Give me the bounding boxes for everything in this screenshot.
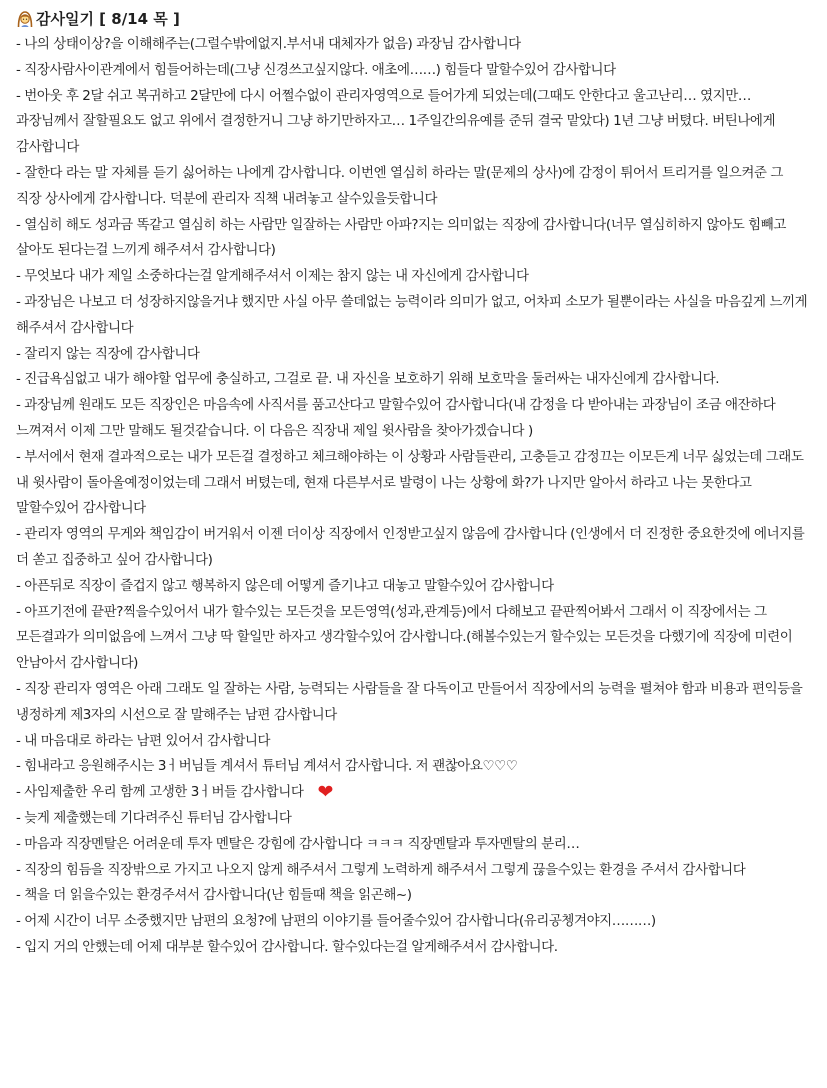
list-item: - 관리자 영역의 무게와 책임감이 버거워서 이젠 더이상 직장에서 인정받고싶지 않음에 감사합니다 (인생에서 더 진정한 중요한것에 에너지를 더 쏟고 집중하고 싶어 감사합니다) bbox=[16, 526, 805, 568]
list-item: - 부서에서 현재 결과적으로는 내가 모든걸 결정하고 체크해야하는 이 상황과 사람들관리, 고충듣고 감정끄는 이모든게 너무 싫었는데 그래도 내 윗사람이 돌아올예정이었는데 그래서 버텼는데, 현재 다른부서로 발령이 나는 상황에 화?가 나지만 알아서 하라고 나는 못한다고 말할수있어 감사합니다 bbox=[16, 448, 804, 517]
list-item: - 열심히 해도 성과금 똑같고 열심히 하는 사람만 일잘하는 사람만 아파?지는 의미없는 직장에 감사합니다(너무 열심히하지 않아도 힘빼고 살아도 된다는걸 느끼게 해주셔서 감사합니다) bbox=[16, 216, 786, 259]
list-item: - 마음과 직장멘탈은 어려운데 투자 멘탈은 강힘에 감사합니다 ㅋㅋㅋ 직장멘탈과 투자멘탈의 분리… bbox=[16, 835, 580, 852]
list-item: - 나의 상태이상?을 이해해주는(그럴수밖에없지.부서내 대체자가 없음) 과장님 감사합니다 bbox=[16, 36, 521, 52]
list-item: - 힘내라고 응원해주시는 3ㅓ버님들 계셔서 튜터님 계셔서 감사합니다. 저 괜찮아요♡♡♡ bbox=[16, 758, 518, 775]
list-item: - 번아웃 후 2달 쉬고 복귀하고 2달만에 다시 어쩔수없이 관리자영역으로 들어가게 되었는데(그때도 안한다고 울고난리… 였지만… 과장님께서 잘할필요도 없고 위에서 결정한거니 그냥 하기만하자고… 1주일간의유예를 준뒤 결국 맡았다) 1년 그냥 버텼다. 버틴나에게 감사합니다 bbox=[16, 87, 776, 156]
list-item-text: - 사임제출한 우리 함께 고생한 3ㅓ버들 감사합니다 bbox=[16, 784, 304, 801]
list-item: - 아픈뒤로 직장이 즐겁지 않고 행복하지 않은데 어떻게 즐기냐고 대놓고 말할수있어 감사합니다 bbox=[16, 577, 554, 594]
list-item: - 진급욕심없고 내가 해야할 업무에 충실하고, 그걸로 끝. 내 자신을 보호하기 위해 보호막을 둘러싸는 내자신에게 감사합니다. bbox=[16, 371, 720, 388]
list-item: - 직장사람사이관계에서 힘들어하는데(그냥 신경쓰고싶지않다. 애초에……) 힘들다 말할수있어 감사합니다 bbox=[16, 61, 616, 78]
list-item: - 무엇보다 내가 제일 소중하다는걸 알게해주셔서 이제는 참지 않는 내 자신에게 감사합니다 bbox=[16, 268, 529, 285]
diary-title-row bbox=[16, 6, 817, 32]
list-item: - 잘리지 않는 직장에 감사합니다 bbox=[16, 345, 200, 362]
list-item: - 내 마음대로 하라는 남편 있어서 감사합니다 bbox=[16, 732, 271, 749]
list-item: - 어제 시간이 너무 소중했지만 남편의 요청?에 남편의 이야기를 들어줄수있어 감사합니다(유리공쳉겨야지………) bbox=[16, 913, 656, 930]
person-emoji-icon bbox=[16, 10, 34, 28]
heart-icon: ❤ bbox=[317, 781, 333, 804]
gratitude-list bbox=[16, 32, 817, 961]
list-item: - 책을 더 읽을수있는 환경주셔서 감사합니다(난 힘들때 책을 읽곤해~) bbox=[16, 887, 412, 904]
list-item: - 과장님은 나보고 더 성장하지않을거냐 했지만 사실 아무 쓸데없는 능력이라 의미가 없고, 어차피 소모가 될뿐이라는 사실을 마음깊게 느끼게 해주셔서 감사합니다 bbox=[16, 293, 808, 336]
list-item: - 입지 거의 안했는데 어제 대부분 할수있어 감사합니다. 할수있다는걸 알게해주셔서 감사합니다. bbox=[16, 938, 558, 955]
list-item: - 과장님께 원래도 모든 직장인은 마음속에 사직서를 품고산다고 말할수있어 감사합니다(내 감정을 다 받아내는 과장님이 조금 애잔하다 느껴져서 이제 그만 말해도 될것같습니다. 이 다음은 직장내 제일 윗사람을 찾아가겠습니다 ) bbox=[16, 397, 776, 439]
diary-title: 감사일기 [ 8/14 목 ] bbox=[36, 10, 180, 28]
list-item: - 직장 관리자 영역은 아래 그래도 일 잘하는 사람, 능력되는 사람들을 잘 다독이고 만들어서 직장에서의 능력을 펼쳐야 함과 비용과 편익등을 냉정하게 제3자의 시선으로 잘 말해주는 남편 감사합니다 bbox=[16, 680, 803, 723]
list-item: - 잘한다 라는 말 자체를 듣기 싫어하는 나에게 감사합니다. 이번엔 열심히 하라는 말(문제의 상사)에 감정이 튀어서 트리거를 일으켜준 그 직장 상사에게 감사합니다. 덕분에 관리자 직책 내려놓고 살수있을듯합니다 bbox=[16, 164, 783, 207]
list-item: - 직장의 힘듬을 직장밖으로 가지고 나오지 않게 해주셔서 그렇게 노력하게 해주셔서 그렇게 끊을수있는 환경을 주셔서 감사합니다 bbox=[16, 861, 746, 878]
list-item: - 아프기전에 끝판?찍을수있어서 내가 할수있는 모든것을 모든영역(성과,관계등)에서 다해보고 끝판찍어봐서 그래서 이 직장에서는 그 모든결과가 의미없음에 느껴서 그냥 딱 할일만 하자고 생각할수있어 감사합니다.(해볼수있는거 할수있는 모든것을 다했기에 직장에 미련이 안남아서 감사합니다) bbox=[16, 603, 793, 672]
list-item-with-heart bbox=[16, 780, 817, 806]
list-item: - 늦게 제출했는데 기다려주신 튜터님 감사합니다 bbox=[16, 809, 292, 826]
